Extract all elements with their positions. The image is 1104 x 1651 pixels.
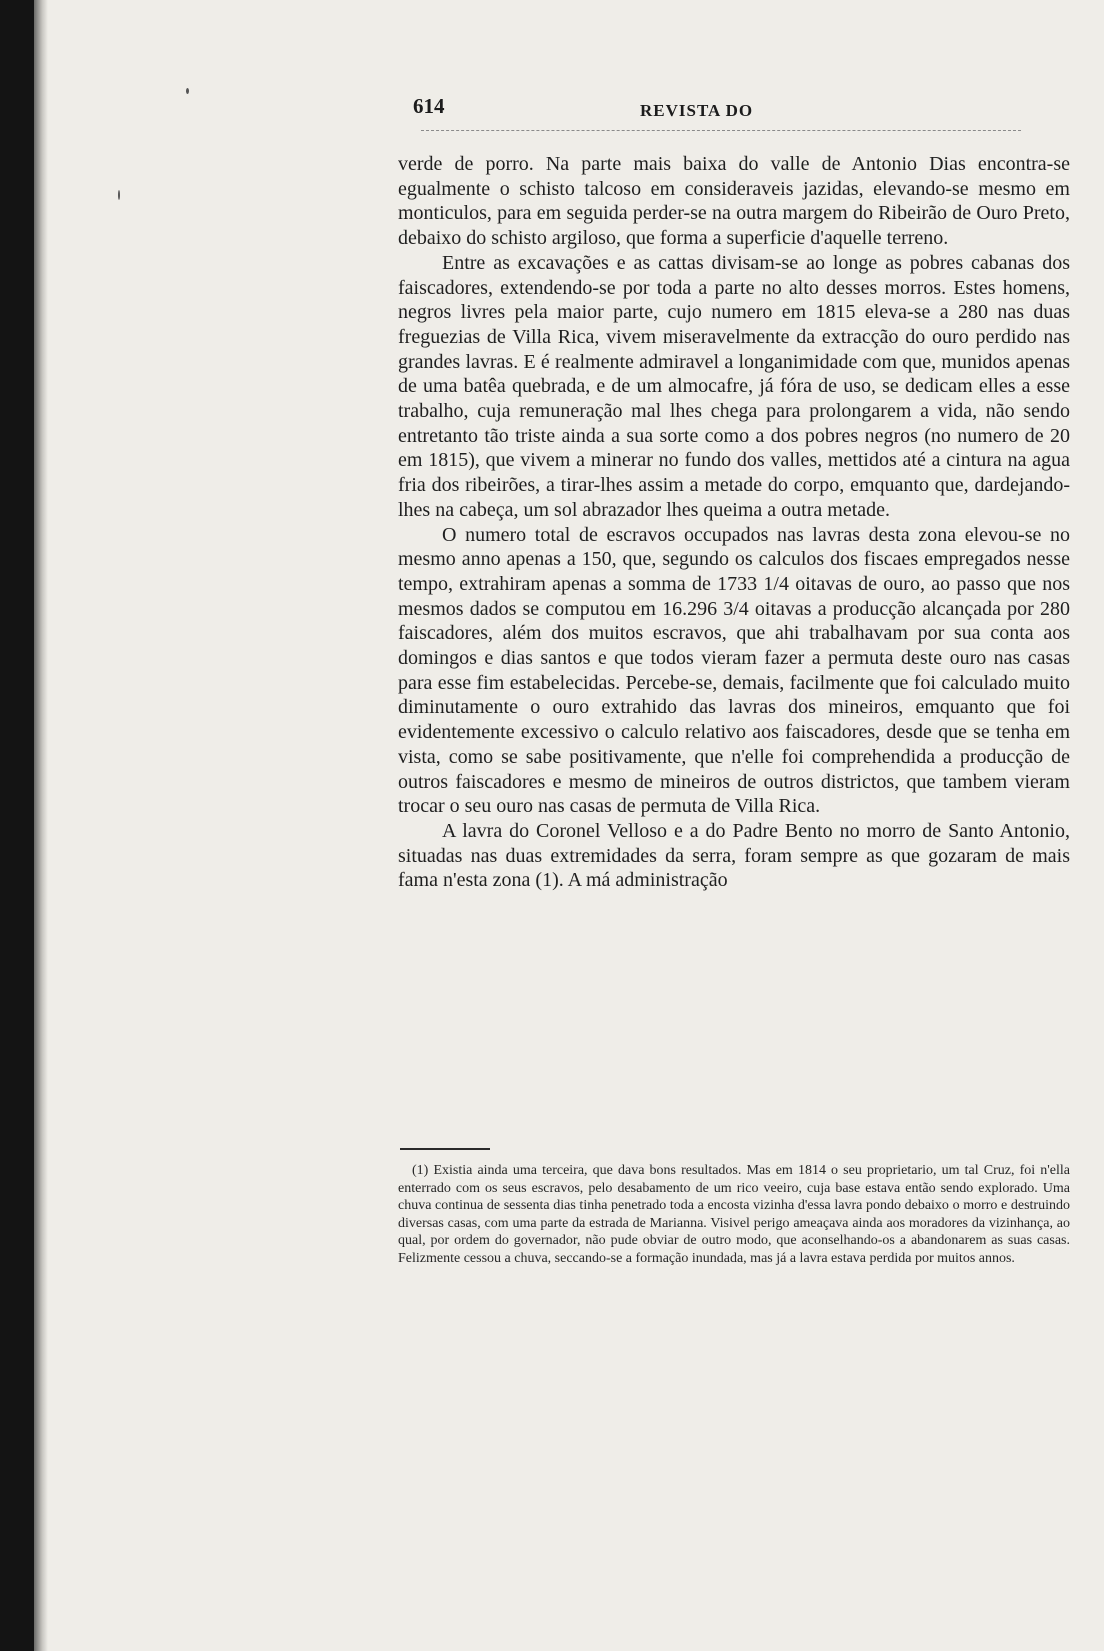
scan-speck [186,88,189,94]
footnote-text: (1) Existia ainda uma terceira, que dava bons resultados. Mas em 1814 o seu proprietario, um tal Cruz, foi n'ella enterrado com os seus escravos, pelo desabamento de um rico veeiro, cuja base estava então sendo explorado. Uma chuva continua de sessenta dias tinha penetrado toda a encosta vizinha d'essa lavra pondo debaixo o morro e destruindo diversas casas, com uma parte da estrada de Marianna. Visivel perigo ameaçava ainda aos moradores da vizinhança, ao qual, por ordem do governador, não pude obviar de outro modo, que aconselhando-os a abandonarem as suas casas. Felizmente cessou a chuva, seccando-se a formação inundada, mas já a lavra estava perdida por muitos annos. [398,1163,1070,1266]
footnote [398,1162,1070,1268]
page-gutter [34,0,48,1651]
footnote-rule [400,1148,490,1150]
paragraph: Entre as excavações e as cattas divisam-se ao longe as pobres cabanas dos faiscadores, extendendo-se por toda a parte no alto desses morros. Estes homens, negros livres pela maior parte, cujo numero em 1815 eleva-se a 280 nas duas freguezias de Villa Rica, vivem miseravelmente da extracção do ouro perdido nas grandes lavras. E é realmente admiravel a longanimidade com que, munidos apenas de uma batêa quebrada, e de um almocafre, já fóra de uso, se dedicam elles a esse trabalho, cuja remuneração mal lhes chega para prolongarem a vida, não sendo entretanto tão triste ainda a sua sorte como a dos pobres negros (no numero de 20 em 1815), que vivem a minerar no fundo dos valles, mettidos até a cintura na agua fria dos ribeirões, a tirar-lhes assim a metade do corpo, emquanto que, dardejando-lhes na cabeça, um sol abrazador lhes queima a outra metade. [398,251,1070,521]
body-text [398,152,1070,893]
page-number: 614 [413,94,445,118]
paragraph: verde de porro. Na parte mais baixa do valle de Antonio Dias encontra-se egualmente o schisto talcoso em consideraveis jazidas, elevando-se mesmo em monticulos, para em seguida perder-se na outra margem do Ribeirão de Ouro Preto, debaixo do schisto argiloso, que forma a superficie d'aquelle terreno. [398,153,1070,250]
book-spine-shadow [0,0,34,1651]
paragraph: A lavra do Coronel Velloso e a do Padre Bento no morro de Santo Antonio, situadas nas duas extremidades da serra, foram sempre as que gozaram de mais fama n'esta zona (1). A má administração [398,819,1070,892]
scan-speck [118,190,120,200]
paragraph: O numero total de escravos occupados nas lavras desta zona elevou-se no mesmo anno apenas a 150, que, segundo os calculos dos fiscaes empregados nesse tempo, extrahiram apenas a somma de 1733 1/4 oitavas de ouro, ao passo que nos mesmos dados se computou em 16.296 3/4 oitavas a producção alcançada por 280 faiscadores, além dos muitos escravos, que ahi trabalhavam por sua conta aos domingos e dias santos e que todos vieram fazer a permuta deste ouro nas casas para esse fim estabelecidas. Percebe-se, demais, facilmente que foi calculado muito diminutamente o ouro extrahido das lavras dos mineiros, emquanto que foi evidentemente excessivo o calculo relativo aos faiscadores, desde que se tenha em vista, como se sabe positivamente, que n'elle foi comprehendida a producção de outros faiscadores e mesmo de mineiros de outros districtos, que tambem vieram trocar o seu ouro nas casas de permuta de Villa Rica. [398,523,1070,818]
running-head: REVISTA DO [640,101,754,120]
header-rule [421,130,1021,131]
page-header [413,94,1063,144]
